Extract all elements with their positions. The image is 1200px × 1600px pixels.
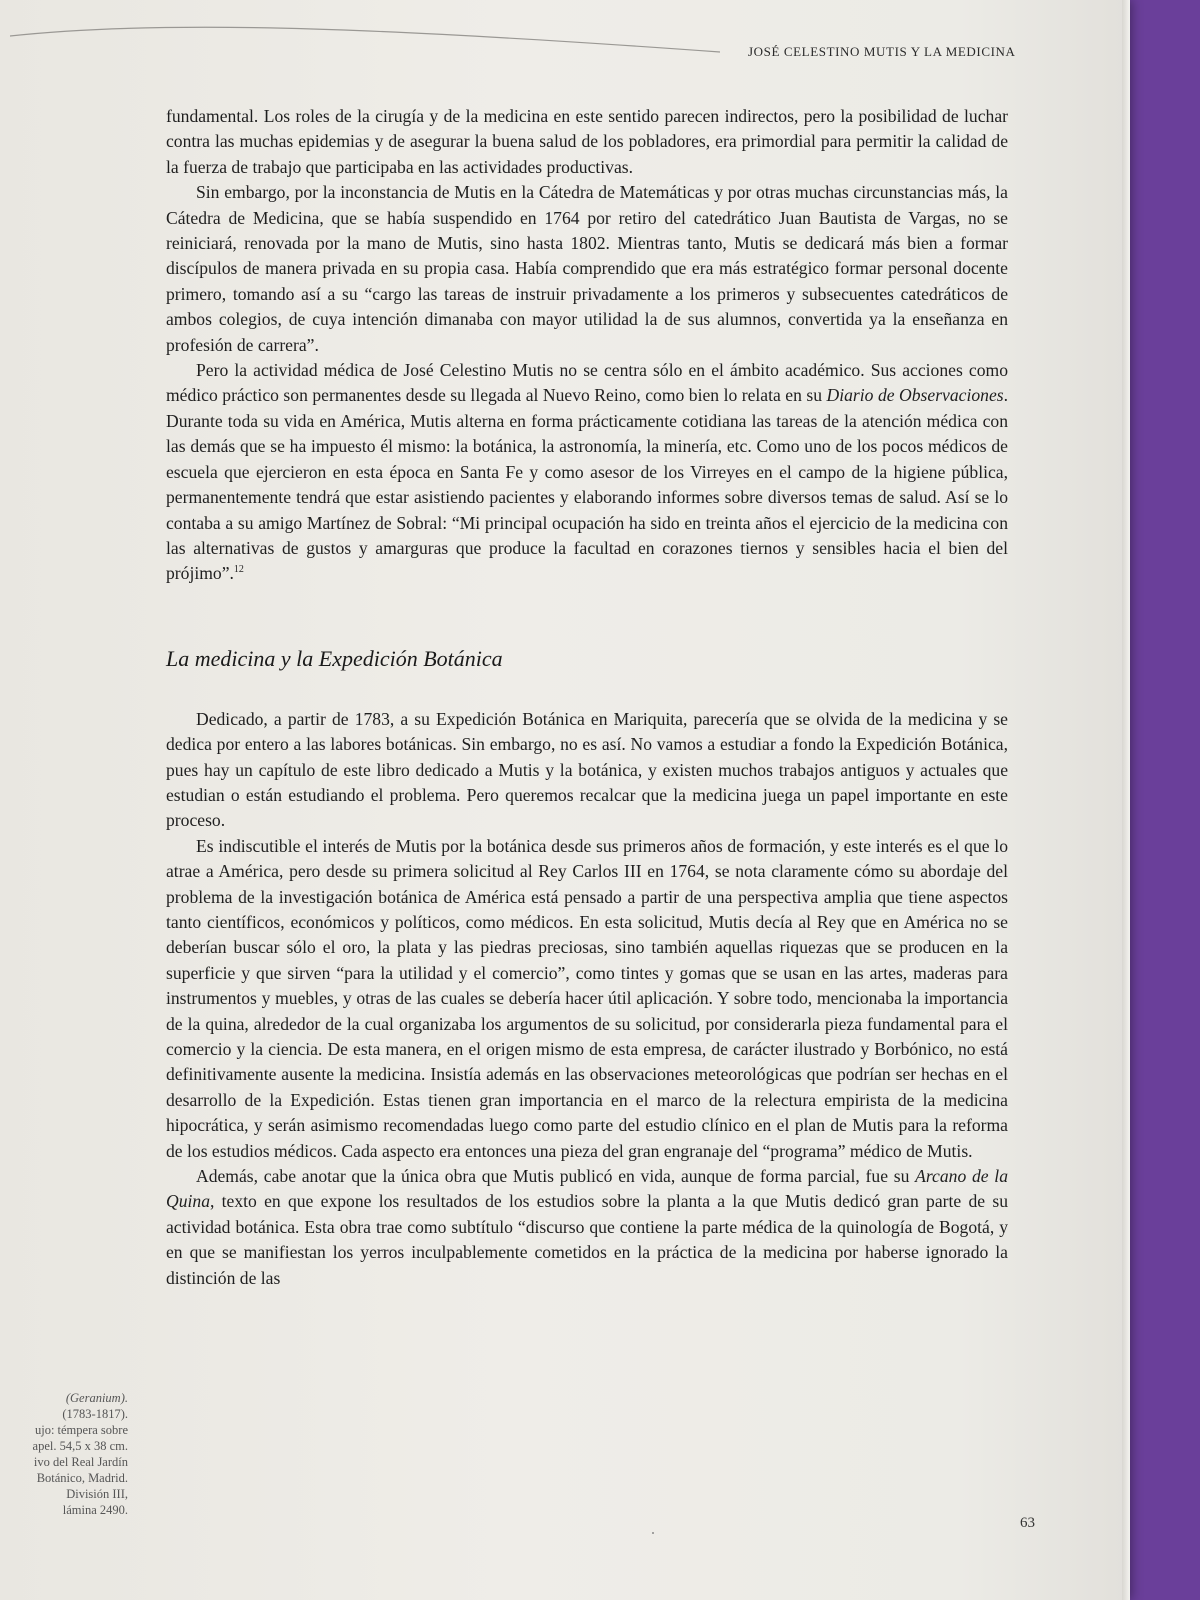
paragraph-4: Dedicado, a partir de 1783, a su Expedición Botánica en Mariquita, parecería que se olvida de la medicina y se dedica por entero a las labores botánicas. Sin embargo, no es así. No vamos a estudiar a fondo la Expedición Botánica, pues hay un capítulo de este libro dedicado a Mutis y la botánica, y existen muchos trabajos antiguos y actuales que estudian o están estudiando el problema. Pero queremos recalcar que la medicina juega un papel importante en este proceso.	[166, 708, 1008, 831]
image-caption	[0, 1390, 128, 1518]
caption-line: lámina 2490.	[62, 1503, 128, 1517]
page-number: 63	[1020, 1515, 1035, 1531]
caption-line: ivo del Real Jardín	[33, 1455, 128, 1469]
main-text-column	[166, 104, 1008, 1291]
paragraph-6	[166, 1164, 1008, 1291]
paragraph-6-text-a: Además, cabe anotar que la única obra que Mutis publicó en vida, aunque de forma parcial, fue su	[196, 1166, 916, 1187]
caption-line: División III,	[66, 1487, 128, 1501]
paragraph-3-text-b: . Durante toda su vida en América, Mutis alterna en forma prácticamente cotidiana las tareas de la atención médica con las demás que se ha impuesto él mismo: la botánica, la astronomía, la minería, etc. Como uno de los pocos médicos de escuela que ejercieron en esta época en Santa Fe y como asesor de los Virreyes en el campo de la higiene pública, permanentemente tendrá que estar asistiendo pacientes y elaborando informes sobre diversos temas de salud. Así se lo contaba a su amigo Martínez de Sobral: “Mi principal ocupación ha sido en treinta años el ejercicio de la medicina con las alternativas de gustos y amarguras que produce la facultad en corazones tiernos y sensibles hacia el bien del prójimo”.	[166, 385, 1009, 584]
page-edge	[1122, 0, 1130, 1600]
paper-speck	[652, 1532, 654, 1534]
paragraph-5: Es indiscutible el interés de Mutis por la botánica desde sus primeros años de formación, y este interés es el que lo atrae a América, pero desde su primera solicitud al Rey Carlos III en 1764, se nota claramente cómo su abordaje del problema de la investigación botánica de América está pensado a partir de una perspectiva amplia que tiene aspectos tanto científicos, económicos y políticos, como médicos. En esta solicitud, Mutis decía al Rey que en América no se deberían buscar sólo el oro, la plata y las piedras preciosas, sino también aquellas riquezas que se producen en la superficie y que sirven “para la utilidad y el comercio”, como tintes y gomas que se usan en las artes, maderas para instrumentos y muebles, y otras de las cuales se debería hacer útil aplicación. Y sobre todo, mencionaba la importancia de la quina, alrededor de la cual organizaba los argumentos de su solicitud, por considerarla pieza fundamental para el comercio y la ciencia. De esta manera, en el origen mismo de esta empresa, de carácter ilustrado y Borbónico, no está definitivamente ausente la medicina. Insistía además en las observaciones meteorológicas que podrían ser hechas en el desarrollo de la Expedición. Estas tienen gran importancia en el marco de la relectura empirista de la medicina hipocrática, y serán asimismo recomendadas luego como parte del estudio clínico en el plan de Mutis para la reforma de los estudios médicos. Cada aspecto era entonces una pieza del gran engranaje del “programa” médico de Mutis.	[166, 835, 1008, 1161]
caption-line: ujo: témpera sobre	[34, 1423, 128, 1437]
paragraph-2: Sin embargo, por la inconstancia de Mutis en la Cátedra de Matemáticas y por otras muchas circunstancias más, la Cátedra de Medicina, que se había suspendido en 1764 por retiro del catedrático Juan Bautista de Vargas, no se reiniciará, renovada por la mano de Mutis, sino hasta 1802. Mientras tanto, Mutis se dedicará más bien a formar discípulos de manera privada en su propia casa. Había comprendido que era más estratégico formar personal docente primero, tomando así a su “cargo las tareas de instruir privadamente a los primeros y subsecuentes catedráticos de ambos colegios, de cuya intención dimanaba con mayor utilidad la de sus alumnos, convertida ya la enseñanza en profesión de carrera”.	[166, 182, 1008, 355]
paragraph-3-text-a: Pero la actividad médica de José Celestino Mutis no se centra sólo en el ámbito académico. Sus acciones como médico práctico son permanentes desde su llegada al Nuevo Reino, como bien lo relata en su	[166, 360, 1008, 406]
arcano-title: Arcano de la Quina	[166, 1166, 1008, 1212]
caption-line: Botánico, Madrid.	[36, 1471, 128, 1485]
caption-line: apel. 54,5 x 38 cm.	[32, 1439, 128, 1453]
caption-line: (Geranium).	[65, 1391, 128, 1405]
footnote-ref-12: 12	[233, 564, 244, 576]
diario-title: Diario de Observaciones	[826, 385, 1004, 406]
caption-line: (1783-1817).	[62, 1407, 128, 1421]
header-curve-rule	[10, 18, 720, 58]
paragraph-3	[166, 358, 1008, 587]
paragraph-6-text-b: , texto en que expone los resultados de los estudios sobre la planta a la que Mutis dedicó gran parte de su actividad botánica. Esta obra trae como subtítulo “discurso que contiene la parte médica de la quinología de Bogotá, y en que se manifiestan los yerros inculpablemente cometidos en la práctica de la medicina por haberse ignorado la distinción de las	[166, 1191, 1008, 1288]
paragraph-1: fundamental. Los roles de la cirugía y de la medicina en este sentido parecen indirectos, pero la posibilidad de luchar contra las muchas epidemias y de asegurar la buena salud de los pobladores, era primordial para permitir la calidad de la fuerza de trabajo que participaba en las actividades productivas.	[166, 106, 1008, 177]
running-head: JOSÉ CELESTINO MUTIS Y LA MEDICINA	[748, 44, 1016, 59]
section-heading: La medicina y la Expedición Botánica	[166, 645, 503, 671]
